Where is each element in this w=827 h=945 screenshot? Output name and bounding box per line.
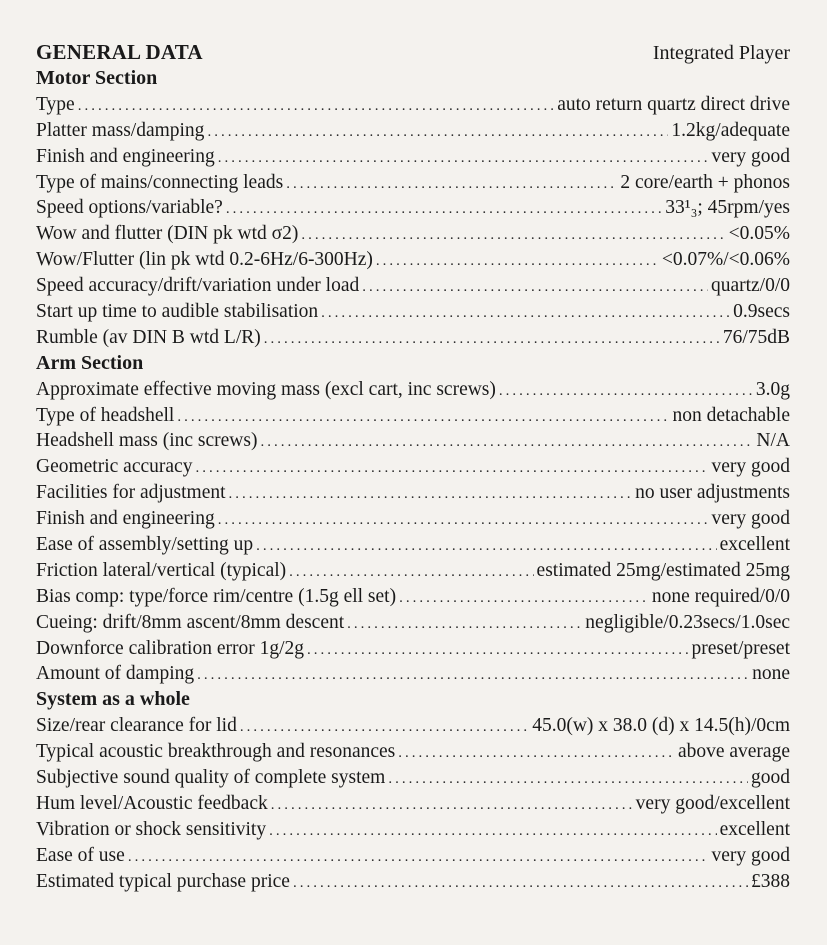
section-heading: Arm Section (36, 351, 144, 374)
spec-value: negligible/0.23secs/1.0sec (585, 611, 790, 633)
spec-label: Start up time to audible stabilisation (36, 301, 319, 323)
spec-row (36, 118, 790, 144)
spec-row (36, 454, 790, 480)
spec-row (36, 299, 790, 325)
sections (36, 66, 790, 895)
dot-leader (307, 638, 688, 662)
spec-sheet (36, 40, 790, 895)
spec-value: above average (677, 741, 790, 763)
spec-row (36, 273, 790, 299)
dot-leader (398, 741, 675, 765)
spec-label: Finish and engineering (36, 145, 215, 167)
spec-value: very good (711, 844, 790, 866)
dot-leader (347, 612, 582, 636)
spec-label: Vibration or shock sensitivity (36, 818, 267, 840)
dot-leader (177, 405, 669, 429)
spec-label: Wow/Flutter (lin pk wtd 0.2-6Hz/6-300Hz) (36, 249, 373, 271)
spec-value: very good (711, 508, 790, 530)
dot-leader (399, 586, 649, 610)
spec-label: Type (36, 93, 75, 115)
dot-leader (218, 146, 709, 170)
spec-value: auto return quartz direct drive (557, 93, 790, 115)
spec-label: Type of mains/connecting leads (36, 171, 284, 193)
dot-leader (388, 767, 748, 791)
spec-value: good (751, 767, 790, 789)
spec-label: Headshell mass (inc screws) (36, 430, 258, 452)
spec-label: Finish and engineering (36, 508, 215, 530)
spec-value: very good/excellent (635, 792, 790, 814)
dot-leader (260, 430, 753, 454)
dot-leader (229, 482, 633, 506)
section-heading: Motor Section (36, 67, 158, 89)
spec-value: no user adjustments (635, 482, 790, 504)
spec-label: Speed accuracy/drift/variation under load (36, 275, 360, 297)
page-title: GENERAL DATA (36, 40, 203, 64)
dot-leader (499, 379, 753, 403)
dot-leader (128, 845, 709, 869)
spec-row (36, 661, 790, 687)
spec-value: <0.07%/<0.06% (661, 249, 790, 271)
spec-value: 3.0g (755, 378, 790, 400)
dot-leader (226, 197, 662, 221)
spec-label: Approximate effective moving mass (excl cart, inc screws) (36, 378, 496, 400)
spec-row (36, 739, 790, 765)
dot-leader (301, 223, 725, 247)
dot-leader (195, 456, 708, 480)
dot-leader (362, 275, 708, 299)
spec-value: 33¹₃; 45rpm/yes (665, 197, 790, 219)
spec-row (36, 558, 790, 584)
dot-leader (321, 301, 730, 325)
spec-value: 2 core/earth + phonos (620, 171, 790, 193)
spec-row (36, 532, 790, 558)
spec-value: estimated 25mg/estimated 25mg (536, 559, 790, 581)
spec-label: Type of headshell (36, 404, 175, 426)
spec-label: Typical acoustic breakthrough and resonances (36, 741, 396, 763)
spec-row (36, 221, 790, 247)
dot-leader (256, 534, 716, 558)
spec-value: none (752, 663, 790, 685)
spec-row (36, 247, 790, 273)
spec-label: Rumble (av DIN B wtd L/R) (36, 326, 261, 348)
spec-row (36, 765, 790, 791)
spec-label: Geometric accuracy (36, 456, 193, 478)
dot-leader (207, 120, 668, 144)
spec-value: 76/75dB (722, 326, 790, 348)
dot-leader (197, 663, 749, 687)
dot-leader (271, 793, 633, 817)
spec-row (36, 377, 790, 403)
dot-leader (293, 871, 748, 895)
spec-value: 1.2kg/adequate (671, 119, 790, 141)
spec-row (36, 428, 790, 454)
spec-label: Facilities for adjustment (36, 482, 226, 504)
spec-label: Friction lateral/vertical (typical) (36, 559, 287, 581)
spec-label: Bias comp: type/force rim/centre (1.5g ell set) (36, 585, 397, 607)
spec-value: none required/0/0 (651, 585, 790, 607)
dot-leader (78, 94, 554, 118)
dot-leader (218, 508, 709, 532)
spec-row (36, 636, 790, 662)
spec-label: Subjective sound quality of complete system (36, 767, 386, 789)
spec-label: Estimated typical purchase price (36, 870, 290, 892)
spec-row (36, 480, 790, 506)
spec-label: Ease of use (36, 844, 125, 866)
spec-label: Platter mass/damping (36, 119, 205, 141)
spec-row (36, 791, 790, 817)
spec-label: Speed options/variable? (36, 197, 223, 219)
spec-value: <0.05% (728, 223, 790, 245)
dot-leader (269, 819, 717, 843)
spec-value: preset/preset (691, 637, 790, 659)
spec-row (36, 713, 790, 739)
spec-value: very good (711, 145, 790, 167)
spec-row (36, 584, 790, 610)
spec-value: 0.9secs (733, 301, 790, 323)
spec-row (36, 869, 790, 895)
spec-value: quartz/0/0 (710, 275, 790, 297)
spec-row (36, 92, 790, 118)
spec-value: non detachable (672, 404, 790, 426)
spec-row (36, 170, 790, 196)
spec-label: Wow and flutter (DIN pk wtd σ2) (36, 223, 299, 245)
spec-row (36, 144, 790, 170)
dot-leader (286, 172, 617, 196)
header (36, 40, 790, 66)
spec-row (36, 610, 790, 636)
spec-label: Amount of damping (36, 663, 195, 685)
spec-value: excellent (719, 534, 790, 556)
spec-value: 45.0(w) x 38.0 (d) x 14.5(h)/0cm (532, 715, 790, 737)
spec-label: Size/rear clearance for lid (36, 715, 237, 737)
spec-label: Downforce calibration error 1g/2g (36, 637, 305, 659)
spec-row (36, 843, 790, 869)
spec-row (36, 403, 790, 429)
spec-row (36, 325, 790, 351)
spec-value: excellent (719, 818, 790, 840)
spec-value: very good (711, 456, 790, 478)
spec-label: Ease of assembly/setting up (36, 534, 254, 556)
spec-label: Hum level/Acoustic feedback (36, 792, 268, 814)
product-type: Integrated Player (652, 42, 790, 64)
spec-value: £388 (751, 870, 790, 892)
spec-row (36, 506, 790, 532)
spec-label: Cueing: drift/8mm ascent/8mm descent (36, 611, 345, 633)
section-heading: System as a whole (36, 688, 190, 711)
dot-leader (289, 560, 533, 584)
spec-row (36, 817, 790, 843)
spec-value: N/A (756, 430, 790, 452)
dot-leader (376, 249, 659, 273)
spec-row (36, 195, 790, 221)
dot-leader (264, 327, 720, 351)
dot-leader (240, 715, 529, 739)
